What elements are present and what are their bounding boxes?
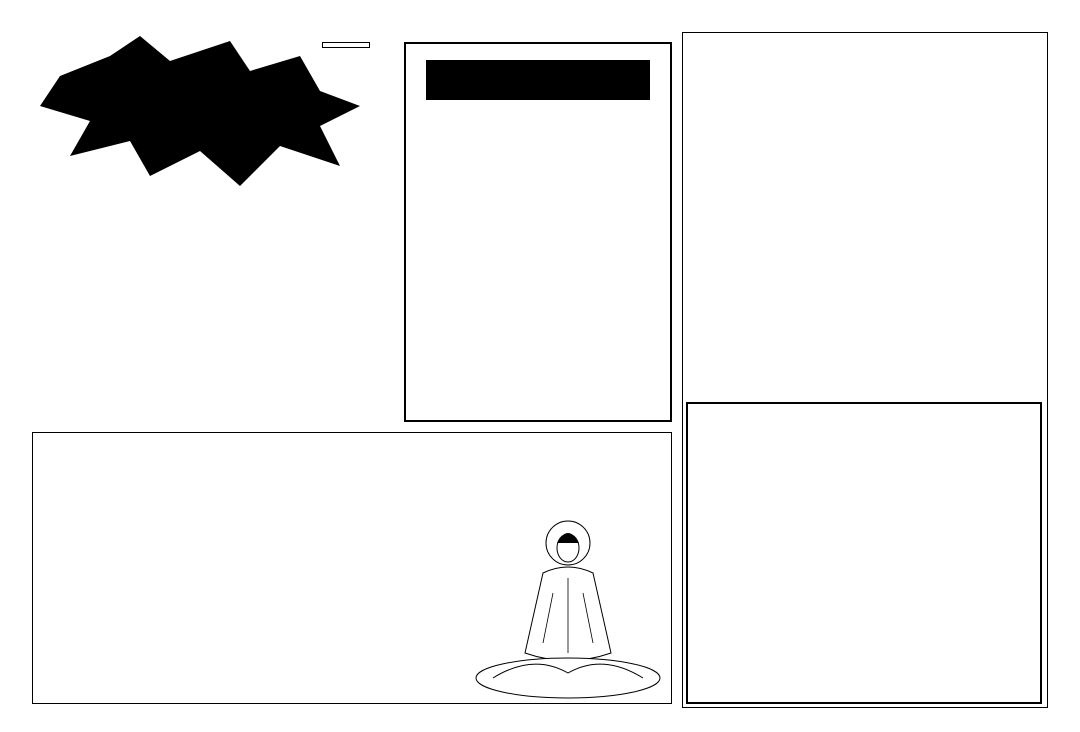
bottom-border-strip [0, 708, 1080, 732]
guanyin-figure [473, 503, 663, 703]
poem-box-title [426, 60, 650, 100]
right-border-strip [1056, 26, 1080, 708]
provider-stamp [322, 42, 370, 48]
page-title [442, 3, 672, 23]
xuanji-box [32, 432, 672, 704]
poem-box [404, 42, 672, 422]
nine-palace-grid [686, 402, 1042, 704]
left-border-strip [0, 26, 24, 708]
burst-graphic [40, 36, 360, 186]
banner-burst [40, 36, 360, 186]
bagua-compass [77, 451, 257, 601]
